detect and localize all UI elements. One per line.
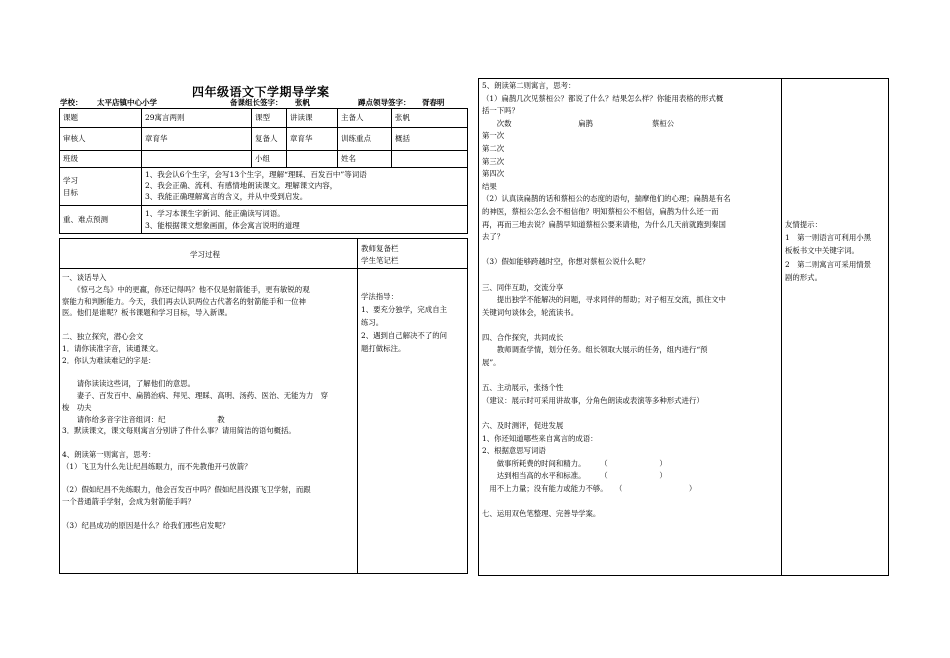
text-line: 4、朗读第一则寓言，思考： — [62, 449, 156, 459]
meta-table — [59, 108, 468, 234]
text-line: 提出独学不能解决的问题，寻求同伴的帮助；对子相互交流，抓住文中 — [482, 295, 726, 305]
text-line: 1．请你读准字音，读通课文。 — [62, 343, 163, 353]
goals-cell — [142, 168, 468, 206]
text-line — [482, 319, 778, 332]
meta-cell: 课题 — [60, 109, 142, 128]
meta-cell: 姓名 — [338, 151, 392, 168]
text-line: 察能力和判断能力。今天，我们再去认识两位古代著名的射箭能手和一位神 — [62, 296, 306, 306]
text-line: 达到相当高的水平和标准。 （ ） — [482, 471, 667, 481]
text-line: （建议：展示时可采用讲故事，分角色朗读或表演等多种形式进行） — [482, 395, 704, 405]
meta-cell — [392, 151, 468, 168]
meta-row — [60, 128, 468, 151]
side-notes — [361, 290, 465, 355]
goals-label: 学习 目标 — [60, 168, 142, 206]
meta-cell: 章育华 — [142, 128, 252, 151]
text-line: 第三次 — [482, 156, 505, 166]
text-line: 第四次 — [482, 169, 505, 179]
meta-cell: 29寓言两则 — [142, 109, 252, 128]
key-cell — [142, 206, 468, 234]
text-line: 关键词句谈体会，轮流读书。 — [482, 307, 579, 317]
text-line: 五、主动展示，张扬个性 — [482, 383, 564, 393]
school-label: 学校： — [60, 98, 83, 107]
right-content — [482, 80, 778, 521]
note-line: 学法指导： — [361, 292, 398, 301]
tip-line: 1 第一则语言可利用小黑 — [785, 233, 872, 243]
teacher-notes-header: 教师复备栏 — [361, 244, 399, 253]
text-line — [482, 496, 778, 509]
meta-row — [60, 109, 468, 128]
text-line: （2）认真读扁鹊的话和蔡桓公的态度的语句，揣摩他们的心理；扁鹊是有名 — [482, 194, 731, 204]
goal-line: 3、我能正确理解寓言的含义，并从中受到启发。 — [145, 191, 308, 201]
meta-cell: 讲读课 — [287, 109, 338, 128]
meta-cell: 班级 — [60, 151, 142, 168]
key-label: 重、难点预测 — [60, 206, 142, 234]
text-line: 医。他们是谁呢？板书课题和学习目标，导入新课。 — [62, 308, 232, 318]
goals-row — [60, 168, 468, 206]
meta-cell: 概括 — [392, 128, 468, 151]
text-line: 3．默读课文，课文每则寓言分别讲了件什么事？请用简洁的语句概括。 — [62, 426, 296, 436]
meta-cell: 章育华 — [287, 128, 338, 151]
meta-cell: 主备人 — [338, 109, 392, 128]
text-line: 第二次 — [482, 143, 505, 153]
text-line: （2）假如纪昌不先练眼力，他会百发百中吗？假如纪昌没跟飞卫学射，而跟 — [62, 485, 311, 495]
text-line: （1）扁鹊几次见蔡桓公？都说了什么？结果怎么样？你能用表格的形式概 — [482, 93, 724, 103]
leader-name: 胥春明 — [422, 98, 445, 107]
tip-line: 2 第二则寓言可采用情景 — [785, 259, 872, 269]
key-line: 3、能根据课文想象画面，体会寓言说明的道理 — [145, 220, 300, 230]
text-line — [482, 407, 778, 420]
process-content — [62, 272, 354, 532]
meta-cell — [287, 151, 338, 168]
text-line: 再，再而三地去说？扁鹊早知道蔡桓公要来请他，为什么几天前就跑到秦国 — [482, 219, 726, 229]
text-line: 妻子、百发百中、扁鹊治病、拜见、理睬、高明、汤药、医治、无能为力 穿 — [62, 390, 329, 400]
group-leader-name: 张帆 — [295, 98, 310, 107]
text-line: 请你给多音字注音组词：纪 教 — [62, 414, 225, 424]
process-header: 学习过程 — [190, 250, 220, 259]
text-line: 请你读读这些词，了解他们的意思。 — [62, 379, 196, 389]
meta-cell: 审核人 — [60, 128, 142, 151]
text-line: 六、及时测评，促进发展 — [482, 421, 564, 431]
school-name: 太平店镇中心小学 — [97, 98, 157, 107]
group-leader-label: 备课组长签字： — [230, 98, 283, 107]
column-divider — [357, 238, 358, 574]
meta-row — [60, 151, 468, 168]
text-line: 5、朗读第二则寓言，思考： — [482, 81, 576, 90]
text-line: 次数 扁鹊 蔡桓公 — [482, 118, 675, 128]
student-notes-header: 学生笔记栏 — [361, 256, 399, 265]
text-line: 《惊弓之鸟》中的更羸，你还记得吗？他不仅是射箭能手，更有敏锐的观 — [62, 284, 310, 294]
text-line: 七、运用双色笔整理、完善导学案。 — [482, 509, 601, 519]
page-title: 四年级语文下学期导学案 — [192, 85, 330, 99]
tips-box — [785, 218, 887, 284]
text-line: 2．你认为难读难记的字是： — [62, 355, 156, 365]
tip-line: 友情提示： — [785, 220, 822, 229]
row-divider — [59, 268, 468, 269]
leader-label: 蹲点领导签字： — [358, 98, 411, 107]
meta-cell — [142, 151, 252, 168]
text-line: 梭 功夫 — [62, 402, 92, 412]
tips-divider — [781, 78, 782, 576]
text-line: 展”。 — [482, 358, 501, 368]
text-line: 一个普通箭手学射，会成为射箭能手吗？ — [62, 497, 196, 507]
text-line: 第一次 — [482, 131, 505, 141]
text-line: 结果 — [482, 181, 497, 191]
meta-cell: 张帆 — [392, 109, 468, 128]
text-line — [62, 473, 354, 485]
note-line: 练习。 — [361, 318, 384, 327]
text-line: （3）假如能够跨越时空，你想对蔡桓公说什么呢？ — [482, 257, 650, 267]
key-line: 1、学习本课生字新词、能正确读写词语。 — [145, 209, 285, 218]
meta-cell: 课型 — [252, 109, 287, 128]
goal-line: 1、我会认6个生字，会写13个生字，理解“理睬、百发百中”等词语 — [145, 170, 367, 179]
note-line: 1、要充分独学，完成自主 — [361, 305, 448, 314]
text-line: 四、合作探究，共同成长 — [482, 332, 564, 342]
meta-cell: 小组 — [252, 151, 287, 168]
text-line: 二、独立探究，潜心会文 — [62, 331, 144, 341]
text-line — [482, 244, 778, 257]
note-line: 2、遇到自己解决不了的问 — [361, 331, 448, 340]
text-line: （1）飞卫为什么先让纪昌练眼力，而不先教他开弓放箭？ — [62, 461, 252, 471]
text-line — [62, 508, 354, 520]
text-line — [62, 319, 354, 331]
meta-cell: 训练重点 — [338, 128, 392, 151]
text-line: 2、根据意思写词语 — [482, 446, 546, 456]
text-line — [62, 437, 354, 449]
text-line: 教师调查学情，划分任务。组长领取大展示的任务，组内进行“预 — [482, 345, 708, 355]
meta-cell: 复备人 — [252, 128, 287, 151]
tip-line: 剧的形式。 — [785, 272, 822, 282]
text-line: 1、你还知道哪些来自寓言的成语： — [482, 433, 598, 443]
text-line: 括一下吗？ — [482, 106, 519, 116]
text-line: 用不上力量；没有能力或能力不够。 （ ） — [482, 484, 697, 493]
text-line: （3）纪昌成功的原因是什么？给我们那些启发呢？ — [62, 520, 230, 530]
text-line — [482, 370, 778, 383]
note-line: 题打做标注。 — [361, 344, 406, 353]
key-row — [60, 206, 468, 234]
text-line: 三、同伴互助，交流分享 — [482, 282, 564, 292]
text-line: 的神医，蔡桓公怎么会不相信他？明知蔡桓公不相信，扁鹊为什么还一而 — [482, 206, 719, 216]
goal-line: 2、我会正确、流利、有感情地朗读课文。理解课文内容， — [145, 180, 338, 190]
text-line: 做事所耗费的时间和精力。 （ ） — [482, 458, 667, 468]
tip-line: 板板书文中关键字词。 — [785, 246, 859, 256]
text-line: 一、谈话导入 — [62, 273, 107, 282]
text-line: 去了？ — [482, 232, 505, 242]
text-line — [62, 366, 354, 378]
text-line — [482, 269, 778, 282]
